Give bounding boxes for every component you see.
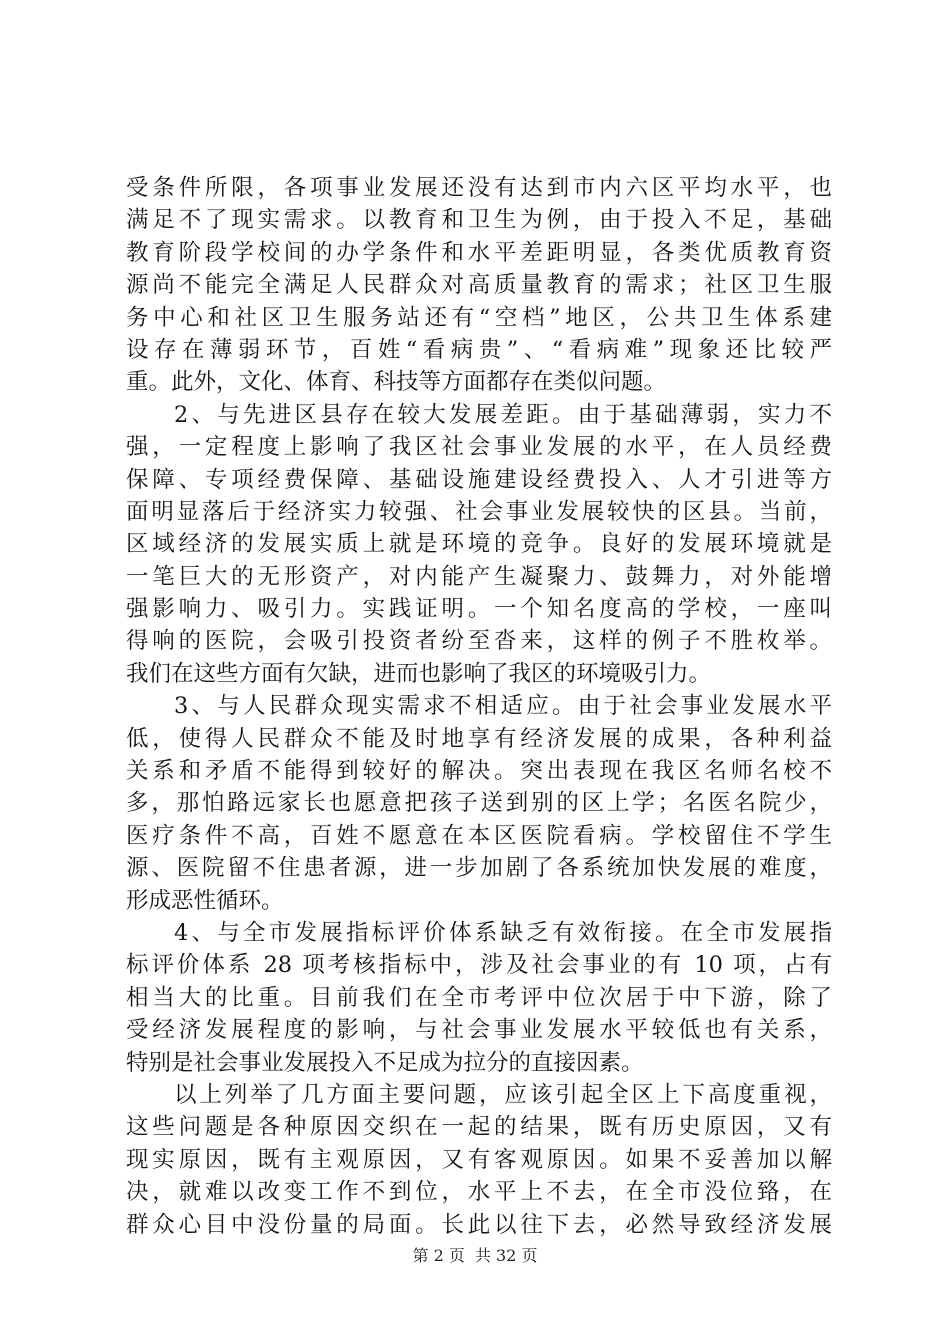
paragraph-3-start: 3、与人民群众现实需求不相适应。由于社会事业发展水平 <box>174 693 832 720</box>
text-line: 保障、专项经费保障、基础设施建设经费投入、人才引进等方 <box>126 466 832 493</box>
text-line: 区域经济的发展实质上就是环境的竞争。良好的发展环境就是 <box>126 531 832 558</box>
text-line: 决，就难以改变工作不到位，水平上不去，在全市没位臵，在 <box>126 1179 832 1206</box>
text-line: 受条件所限，各项事业发展还没有达到市内六区平均水平，也 <box>126 175 832 201</box>
text-line: 低，使得人民群众不能及时地享有经济发展的成果，各种利益 <box>126 725 832 752</box>
page-number: 第 2 页 <box>412 1246 465 1265</box>
paragraph-2-start: 2、与先进区县存在较大发展差距。由于基础薄弱，实力不 <box>174 401 832 428</box>
text-line: 强影响力、吸引力。实践证明。一个知名度高的学校，一座叫 <box>126 596 832 623</box>
paragraph-5-start: 以上列举了几方面主要问题，应该引起全区上下高度重视， <box>174 1081 832 1108</box>
text-line: 务中心和社区卫生服务站还有“空档”地区，公共卫生体系建 <box>126 304 832 331</box>
text-line: 重。此外，文化、体育、科技等方面都存在类似问题。 <box>126 369 667 396</box>
document-body <box>126 172 832 1241</box>
text-line: 关系和矛盾不能得到较好的解决。突出表现在我区名师名校不 <box>126 758 832 785</box>
text-line: 源、医院留不住患者源，进一步加剧了各系统加快发展的难度， <box>126 855 832 882</box>
text-line: 这些问题是各种原因交织在一起的结果，既有历史原因，又有 <box>126 1114 832 1141</box>
text-line: 设存在薄弱环节，百姓“看病贵”、“看病难”现象还比较严 <box>126 336 832 363</box>
text-line: 受经济发展程度的影响，与社会事业发展水平较低也有关系， <box>126 1017 832 1044</box>
text-line: 一笔巨大的无形资产，对内能产生凝聚力、鼓舞力，对外能增 <box>126 563 832 590</box>
text-line: 多，那怕路远家长也愿意把孩子送到别的区上学；名医名院少， <box>126 790 832 817</box>
text-line: 相当大的比重。目前我们在全市考评中位次居于中下游，除了 <box>126 984 832 1011</box>
text-line: 特别是社会事业发展投入不足成为拉分的直接因素。 <box>126 1049 644 1076</box>
text-line: 强，一定程度上影响了我区社会事业发展的水平，在人员经费 <box>126 434 832 461</box>
paragraph-4-start: 4、与全市发展指标评价体系缺乏有效衔接。在全市发展指 <box>174 919 832 946</box>
text-line: 现实原因，既有主观原因，又有客观原因。如果不妥善加以解 <box>126 1146 832 1173</box>
text-line: 源尚不能完全满足人民群众对高质量教育的需求；社区卫生服 <box>126 272 832 299</box>
text-line: 标评价体系 28 项考核指标中，涉及社会事业的有 10 项，占有 <box>126 952 832 979</box>
page-total: 共 32 页 <box>474 1246 538 1265</box>
text-line: 满足不了现实需求。以教育和卫生为例，由于投入不足，基础 <box>126 207 832 234</box>
text-line: 得响的医院，会吸引投资者纷至沓来，这样的例子不胜枚举。 <box>126 628 832 655</box>
text-line: 医疗条件不高，百姓不愿意在本区医院看病。学校留住不学生 <box>126 822 832 849</box>
text-line: 群众心目中没份量的局面。长此以往下去，必然导致经济发展 <box>126 1211 832 1238</box>
page-footer <box>0 1243 950 1266</box>
text-line: 我们在这些方面有欠缺，进而也影响了我区的环境吸引力。 <box>126 660 712 687</box>
text-line: 面明显落后于经济实力较强、社会事业发展较快的区县。当前， <box>126 498 832 525</box>
text-line: 形成恶性循环。 <box>126 887 284 914</box>
text-line: 教育阶段学校间的办学条件和水平差距明显，各类优质教育资 <box>126 239 832 266</box>
